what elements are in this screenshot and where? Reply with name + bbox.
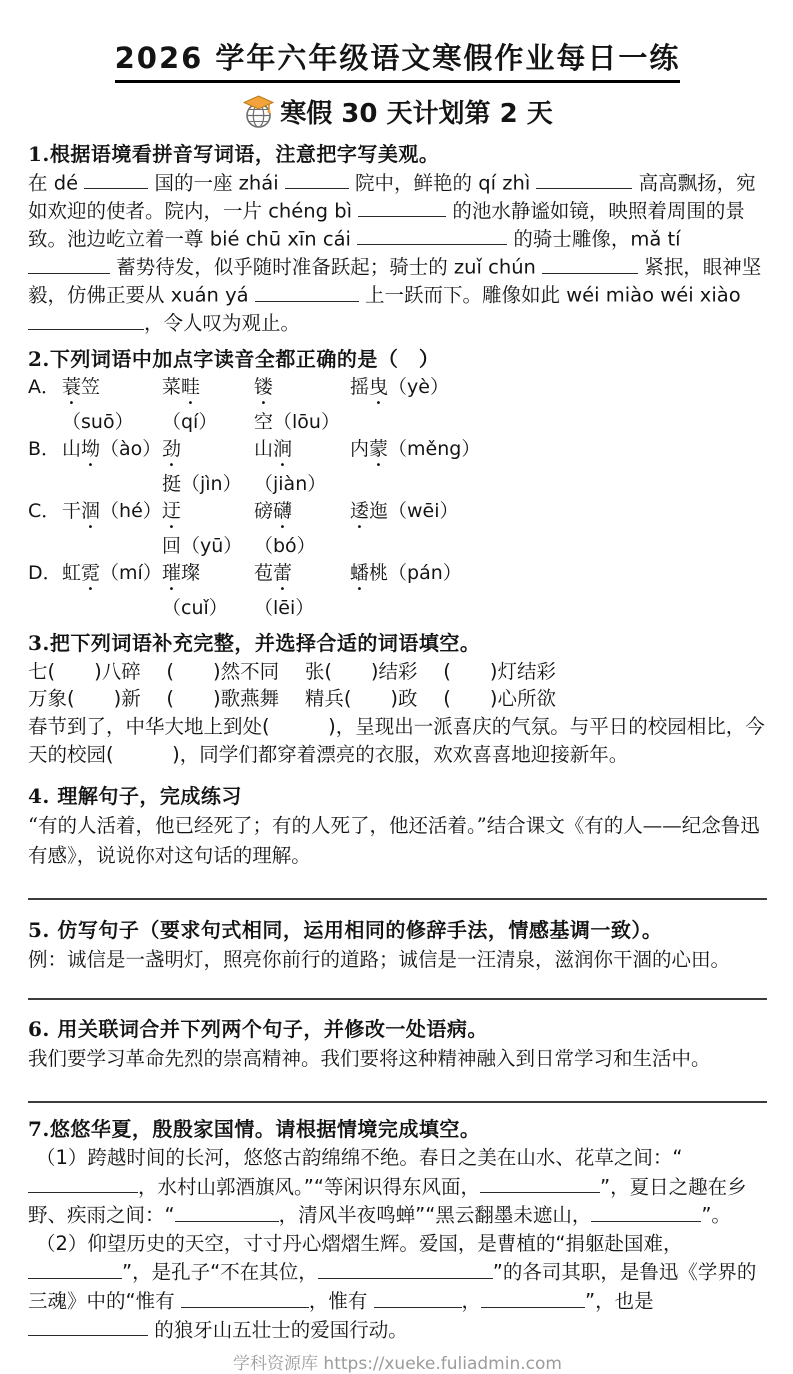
q7-text-segment: ”的各司其职，是鲁迅《学界的三魂》中的“惟有 (28, 1260, 757, 1313)
question-7-heading: 7.悠悠华夏，殷殷家国情。请根据情境完成填空。 (28, 1117, 481, 1142)
question-2-heading: 2.下列词语中加点字读音全都正确的是（ ） (28, 346, 440, 371)
q1-text-segment: ，令人叹为观止。 (144, 311, 301, 335)
question-1-heading: 1.根据语境看拼音写词语，注意把字写美观。 (28, 141, 440, 166)
answer-line (28, 1101, 767, 1103)
option-row-d (28, 560, 767, 622)
word-item: 蟠桃（pán） (350, 561, 462, 584)
word-item: 菜畦（qí） (162, 375, 218, 433)
quote-blank (318, 1258, 493, 1279)
word-item: 镂空（lōu） (254, 375, 340, 433)
quote-blank (591, 1201, 701, 1222)
question-3-heading: 3.把下列词语补充完整，并选择合适的词语填空。 (28, 630, 481, 655)
page-subtitle (242, 93, 552, 130)
pinyin-blank (84, 169, 148, 190)
word-item: 山坳（ào） (62, 437, 162, 460)
pinyin-blank (28, 309, 144, 330)
quote-blank (374, 1287, 462, 1308)
quote-blank (175, 1201, 279, 1222)
question-4-text: “有的人活着，他已经死了；有的人死了，他还活着。”结合课文《有的人——纪念鲁迅有感》，说说你对这句话的理解。 (28, 814, 760, 867)
pinyin-blank (28, 253, 110, 274)
question-3-paragraph: 春节到了，中华大地上到处( )，呈现出一派喜庆的气氛。与平日的校园相比，今天的校园( )，同学们都穿着漂亮的衣服，欢欢喜喜地迎接新年。 (28, 714, 765, 766)
question-1-text (28, 169, 767, 338)
q1-text-segment: 紧抿，眼神坚毅，仿佛正要从 xuán yá (28, 255, 762, 307)
q1-text-segment: 上一跃而下。雕像如此 wéi miào wéi xiào (358, 283, 741, 307)
option-label: D． (28, 561, 62, 584)
pinyin-blank (357, 225, 507, 246)
word-item: 迂回（yū） (162, 499, 243, 557)
word-item: 劲挺（jìn） (162, 437, 242, 495)
word-item: 磅礴（bó） (254, 499, 316, 557)
q1-text-segment: 的骑士雕像，mǎ tí (507, 227, 681, 251)
pinyin-blank (358, 197, 446, 218)
q1-text-segment: 的池水静谧如镜，映照着周围的景致。池边屹立着一尊 bié chū xīn cái (28, 199, 745, 251)
q1-text-segment: 高高飘扬，宛如欢迎的使者。院内，一片 chéng bì (28, 171, 756, 223)
pinyin-blank (536, 169, 632, 190)
question-4-heading: 4. 理解句子，完成练习 (28, 784, 242, 809)
question-5-example: 例：诚信是一盏明灯，照亮你前行的道路；诚信是一汪清泉，滋润你干涸的心田。 (28, 947, 731, 971)
idiom-row-1: 七( )八碎 ( )然不同 张( )结彩 ( )灯结彩 (28, 659, 556, 683)
q7-text-segment: ”，也是 (585, 1289, 654, 1313)
question-7-part-1 (28, 1144, 767, 1230)
quote-blank (28, 1173, 138, 1194)
subtitle-text: 寒假 30 天计划第 2 天 (280, 99, 553, 129)
q1-text-segment: 蓄势待发，似乎随时准备跃起；骑士的 zuǐ chún (110, 255, 543, 279)
pinyin-blank (255, 281, 359, 302)
globe-graduation-cap-icon (242, 95, 278, 129)
option-row-a (28, 374, 767, 436)
quote-blank (28, 1316, 148, 1337)
page-title: 2026 学年六年级语文寒假作业每日一练 (115, 36, 681, 83)
quote-blank (181, 1287, 309, 1308)
q1-text-segment: 在 dé (28, 171, 85, 194)
word-item: 逶迤（wēi） (350, 499, 459, 522)
option-label: B． (28, 437, 61, 460)
question-7-part-2 (28, 1230, 767, 1345)
option-label: C． (28, 499, 61, 522)
q7-text-segment: ”，夏日之趣在乡野、疾雨之间：“ (28, 1175, 747, 1227)
question-5-heading: 5. 仿写句子（要求句式相同，运用相同的修辞手法，情感基调一致）。 (28, 917, 663, 942)
watermark-footer: 学科资源库 https://xueke.fuliadmin.com (233, 1353, 562, 1374)
word-item: 摇曳（yè） (350, 375, 449, 398)
pinyin-blank (285, 169, 349, 190)
q7-text-segment: ， (461, 1289, 482, 1313)
word-item: 虹霓（mí） (62, 561, 162, 584)
q7-text-segment: ，清风半夜鸣蝉”“黑云翻墨未遮山， (278, 1203, 592, 1227)
q7-text-segment: ，惟有 (308, 1289, 374, 1313)
quote-blank (28, 1258, 122, 1279)
option-label: A． (28, 375, 60, 398)
quote-blank (481, 1287, 585, 1308)
option-row-b (28, 436, 767, 498)
q7-text-segment: ”，是孔子“不在其位， (122, 1260, 318, 1284)
word-item: 山涧（jiàn） (254, 437, 327, 495)
q7-text-segment: 的狼牙山五壮士的爱国行动。 (148, 1318, 408, 1342)
q7-text-segment: （2）仰望历史的天空，寸寸丹心熠熠生辉。爱国，是曹植的“捐躯赴国难， (36, 1232, 683, 1256)
option-row-c (28, 498, 767, 560)
word-item: 蓑笠（suō） (62, 375, 134, 433)
q7-text-segment: ”。 (701, 1203, 731, 1227)
word-item: 璀璨（cuǐ） (162, 561, 228, 619)
word-item: 干涸（hé） (62, 499, 162, 522)
q1-text-segment: 院中，鲜艳的 qí zhì (348, 171, 537, 194)
q7-text-segment: ，水村山郭酒旗风。”“等闲识得东风面， (138, 1175, 480, 1199)
q1-text-segment: 国的一座 zhái (148, 171, 285, 194)
word-item: 内蒙（měng） (350, 437, 481, 460)
pinyin-blank (542, 253, 638, 274)
quote-blank (480, 1173, 600, 1194)
q7-text-segment: （1）跨越时间的长河，悠悠古韵绵绵不绝。春日之美在山水、花草之间：“ (36, 1146, 683, 1170)
word-item: 苞蕾（lēi） (254, 561, 315, 619)
answer-line (28, 998, 767, 1000)
idiom-row-2: 万象( )新 ( )歌燕舞 精兵( )政 ( )心所欲 (28, 687, 556, 711)
question-6-text: 我们要学习革命先烈的崇高精神。我们要将这种精神融入到日常学习和生活中。 (28, 1047, 711, 1070)
answer-line (28, 898, 767, 900)
question-6-heading: 6. 用关联词合并下列两个句子，并修改一处语病。 (28, 1017, 488, 1041)
